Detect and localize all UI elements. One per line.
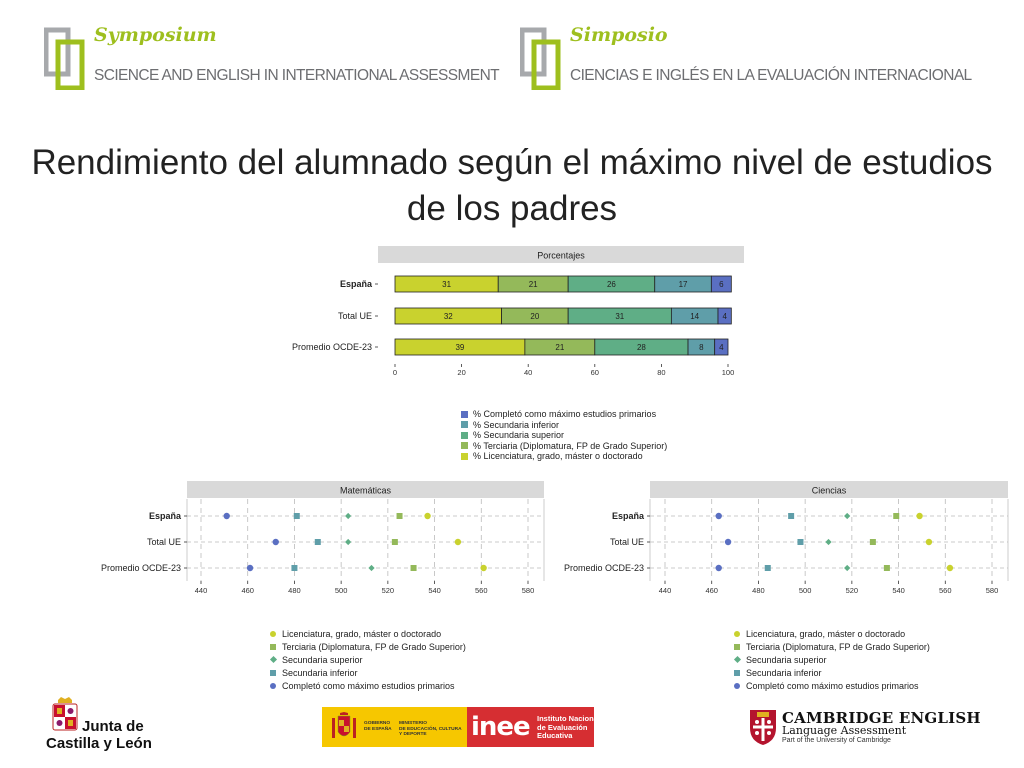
legend-item bbox=[461, 441, 667, 452]
simposio-header-es bbox=[520, 24, 980, 94]
legend-swatch bbox=[461, 421, 468, 428]
diamond-marker-icon bbox=[730, 657, 744, 662]
bar-value-label: 4 bbox=[722, 312, 727, 321]
gobierno-espana-block bbox=[322, 707, 467, 747]
cambridge-english-logo bbox=[748, 708, 981, 748]
science-chart bbox=[555, 479, 1010, 599]
legend-label: Licenciatura, grado, máster o doctorado bbox=[282, 629, 442, 640]
x-tick-label: 500 bbox=[798, 586, 812, 595]
legend-label: Terciaria (Diplomatura, FP de Grado Superior) bbox=[746, 642, 930, 653]
cambridge-line3: Part of the University of Cambridge bbox=[782, 737, 891, 744]
point-secundaria-inferior bbox=[797, 539, 803, 545]
point-completo-como-maximo-estudios-primarios bbox=[725, 539, 731, 545]
point-licenciatura-grado-master-o-doctorado bbox=[947, 565, 953, 571]
panel-title: Matemáticas bbox=[339, 485, 392, 496]
point-secundaria-superior bbox=[368, 565, 374, 571]
category-label: Total UE bbox=[146, 537, 181, 547]
point-secundaria-inferior bbox=[765, 565, 771, 571]
legend-item bbox=[730, 679, 930, 692]
mathematics-legend bbox=[266, 628, 466, 692]
diamond-marker-icon bbox=[266, 657, 280, 662]
circle-marker-icon bbox=[266, 683, 280, 689]
bar-value-label: 21 bbox=[528, 280, 538, 289]
symposium-header-en bbox=[44, 24, 500, 94]
legend-item bbox=[266, 666, 466, 679]
bar-value-label: 17 bbox=[678, 280, 688, 289]
x-tick-label: 460 bbox=[241, 586, 254, 595]
cambridge-line1: CAMBRIDGE ENGLISH bbox=[782, 709, 981, 727]
spain-coat-of-arms-icon bbox=[330, 712, 358, 742]
x-tick-label: 0 bbox=[392, 368, 398, 377]
point-terciaria-diplomatura-fp-de-grado-superior bbox=[411, 565, 417, 571]
point-secundaria-superior bbox=[844, 513, 850, 519]
legend-label: Secundaria inferior bbox=[282, 667, 358, 678]
inee-wordmark: inee bbox=[471, 712, 530, 742]
point-secundaria-inferior bbox=[291, 565, 297, 571]
square-marker-icon bbox=[730, 670, 744, 676]
legend-label: % Secundaria superior bbox=[473, 430, 565, 441]
x-tick-label: 60 bbox=[590, 368, 599, 377]
legend-item bbox=[730, 666, 930, 679]
percentages-chart bbox=[270, 244, 750, 384]
point-completo-como-maximo-estudios-primarios bbox=[716, 513, 722, 519]
bar-value-label: 28 bbox=[636, 343, 646, 352]
legend-label: Secundaria inferior bbox=[746, 667, 822, 678]
symposium-logo-icon bbox=[44, 26, 90, 90]
cambridge-line2: Language Assessment bbox=[782, 724, 907, 737]
legend-label: % Terciaria (Diplomatura, FP de Grado Superior) bbox=[473, 440, 668, 451]
slide-title-line1: Rendimiento del alumnado según el máximo nivel de estudios bbox=[31, 143, 993, 182]
category-label: Total UE bbox=[337, 311, 372, 321]
legend-item bbox=[266, 641, 466, 654]
inee-fullname: Instituto Nacional de Evaluación Educativa bbox=[537, 714, 600, 740]
x-tick-label: 560 bbox=[475, 586, 488, 595]
panel-title: Porcentajes bbox=[537, 250, 585, 261]
category-label: España bbox=[611, 511, 644, 521]
bar-value-label: 31 bbox=[615, 312, 625, 321]
category-label: España bbox=[148, 511, 181, 521]
legend-label: % Licenciatura, grado, máster o doctorado bbox=[473, 451, 643, 462]
point-completo-como-maximo-estudios-primarios bbox=[273, 539, 279, 545]
junta-line2: Castilla y León bbox=[46, 735, 152, 752]
point-secundaria-inferior bbox=[294, 513, 300, 519]
bar-value-label: 31 bbox=[442, 280, 452, 289]
point-terciaria-diplomatura-fp-de-grado-superior bbox=[392, 539, 398, 545]
slide-title bbox=[0, 140, 1024, 232]
x-tick-label: 480 bbox=[752, 586, 765, 595]
bar-value-label: 32 bbox=[443, 312, 453, 321]
point-licenciatura-grado-master-o-doctorado bbox=[424, 513, 430, 519]
x-tick-label: 580 bbox=[521, 586, 535, 595]
bar-value-label: 14 bbox=[690, 312, 700, 321]
point-licenciatura-grado-master-o-doctorado bbox=[926, 539, 932, 545]
circle-marker-icon bbox=[266, 631, 280, 637]
legend-item bbox=[730, 654, 930, 667]
point-completo-como-maximo-estudios-primarios bbox=[716, 565, 722, 571]
point-completo-como-maximo-estudios-primarios bbox=[247, 565, 253, 571]
bar-value-label: 4 bbox=[719, 343, 724, 352]
legend-item bbox=[266, 654, 466, 667]
symposium-subtitle: SCIENCE AND ENGLISH IN INTERNATIONAL ASSESSMENT bbox=[94, 67, 500, 84]
x-tick-label: 500 bbox=[334, 586, 348, 595]
bar-value-label: 21 bbox=[555, 343, 565, 352]
legend-label: Licenciatura, grado, máster o doctorado bbox=[746, 629, 906, 640]
category-label: Promedio OCDE-23 bbox=[291, 342, 372, 352]
x-tick-label: 40 bbox=[524, 368, 533, 377]
legend-label: Secundaria superior bbox=[282, 654, 363, 665]
cambridge-shield-icon bbox=[748, 708, 778, 746]
ministerio-text: MINISTERIO DE EDUCACIÓN, CULTURA Y DEPORTE bbox=[399, 721, 462, 737]
symposium-brand: Symposium bbox=[94, 24, 217, 46]
legend-item bbox=[266, 628, 466, 641]
x-tick-label: 540 bbox=[428, 586, 441, 595]
bar-value-label: 8 bbox=[699, 343, 704, 352]
x-tick-label: 520 bbox=[845, 586, 859, 595]
simposio-subtitle: CIENCIAS E INGLÉS EN LA EVALUACIÓN INTERNACIONAL bbox=[570, 67, 972, 84]
point-licenciatura-grado-master-o-doctorado bbox=[455, 539, 461, 545]
point-secundaria-superior bbox=[825, 539, 831, 545]
point-secundaria-superior bbox=[345, 539, 351, 545]
category-label: España bbox=[339, 279, 372, 289]
point-secundaria-inferior bbox=[788, 513, 794, 519]
legend-item bbox=[461, 451, 667, 462]
x-tick-label: 440 bbox=[658, 586, 672, 595]
square-marker-icon bbox=[266, 644, 280, 650]
circle-marker-icon bbox=[730, 631, 744, 637]
slide-title-line2: de los padres bbox=[406, 189, 618, 228]
x-tick-label: 520 bbox=[381, 586, 395, 595]
legend-item bbox=[730, 641, 930, 654]
legend-label: % Completó como máximo estudios primarios bbox=[473, 409, 657, 420]
simposio-brand: Simposio bbox=[570, 24, 668, 46]
category-label: Promedio OCDE-23 bbox=[563, 563, 644, 573]
x-tick-label: 580 bbox=[985, 586, 999, 595]
point-secundaria-superior bbox=[844, 565, 850, 571]
bar-value-label: 6 bbox=[719, 280, 724, 289]
square-marker-icon bbox=[730, 644, 744, 650]
junta-castilla-leon-logo bbox=[46, 696, 156, 762]
circle-marker-icon bbox=[730, 683, 744, 689]
category-label: Promedio OCDE-23 bbox=[100, 563, 181, 573]
inee-block bbox=[467, 707, 600, 747]
legend-swatch bbox=[461, 442, 468, 449]
point-terciaria-diplomatura-fp-de-grado-superior bbox=[884, 565, 890, 571]
percentages-legend bbox=[461, 409, 667, 462]
category-label: Total UE bbox=[609, 537, 644, 547]
legend-label: Terciaria (Diplomatura, FP de Grado Superior) bbox=[282, 642, 466, 653]
legend-label: Secundaria superior bbox=[746, 654, 827, 665]
point-completo-como-maximo-estudios-primarios bbox=[223, 513, 229, 519]
x-tick-label: 100 bbox=[721, 368, 735, 377]
x-tick-label: 80 bbox=[657, 368, 666, 377]
x-tick-label: 540 bbox=[892, 586, 905, 595]
point-secundaria-superior bbox=[345, 513, 351, 519]
legend-label: % Secundaria inferior bbox=[473, 419, 560, 430]
panel-title: Ciencias bbox=[811, 485, 847, 496]
legend-swatch bbox=[461, 453, 468, 460]
legend-label: Completó como máximo estudios primarios bbox=[282, 680, 455, 691]
junta-line1: Junta de bbox=[82, 718, 144, 735]
legend-swatch bbox=[461, 411, 468, 418]
x-tick-label: 480 bbox=[288, 586, 301, 595]
legend-item bbox=[266, 679, 466, 692]
mathematics-chart bbox=[80, 479, 550, 599]
legend-item bbox=[461, 430, 667, 441]
point-secundaria-inferior bbox=[315, 539, 321, 545]
legend-item bbox=[730, 628, 930, 641]
point-terciaria-diplomatura-fp-de-grado-superior bbox=[870, 539, 876, 545]
point-licenciatura-grado-master-o-doctorado bbox=[480, 565, 486, 571]
legend-item bbox=[461, 420, 667, 431]
square-marker-icon bbox=[266, 670, 280, 676]
legend-swatch bbox=[461, 432, 468, 439]
point-terciaria-diplomatura-fp-de-grado-superior bbox=[893, 513, 899, 519]
x-tick-label: 440 bbox=[194, 586, 208, 595]
point-licenciatura-grado-master-o-doctorado bbox=[916, 513, 922, 519]
bar-value-label: 20 bbox=[530, 312, 540, 321]
x-tick-label: 560 bbox=[939, 586, 952, 595]
gobierno-text: GOBIERNO DE ESPAÑA bbox=[364, 721, 392, 732]
simposio-logo-icon bbox=[520, 26, 566, 90]
science-legend bbox=[730, 628, 930, 692]
x-tick-label: 460 bbox=[705, 586, 718, 595]
point-terciaria-diplomatura-fp-de-grado-superior bbox=[397, 513, 403, 519]
ministerio-inee-logo bbox=[322, 707, 600, 747]
legend-item bbox=[461, 409, 667, 420]
bar-value-label: 39 bbox=[455, 343, 465, 352]
legend-label: Completó como máximo estudios primarios bbox=[746, 680, 919, 691]
x-tick-label: 20 bbox=[457, 368, 466, 377]
bar-value-label: 26 bbox=[606, 280, 616, 289]
